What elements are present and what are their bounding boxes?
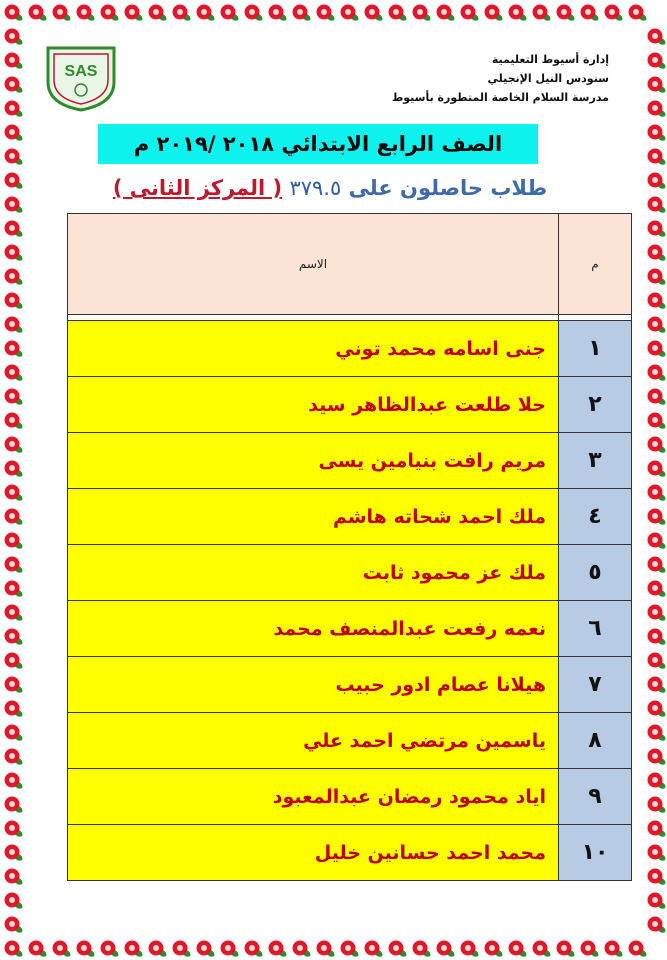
school-logo xyxy=(42,42,120,112)
flower-ornament xyxy=(5,77,24,95)
org-line-1: إدارة أسيوط التعليمية xyxy=(491,53,609,66)
flower-ornament xyxy=(648,461,667,479)
flower-ornament xyxy=(245,5,264,23)
flower-ornament xyxy=(648,845,667,863)
row-number: ٢ xyxy=(559,377,632,433)
flower-ornament xyxy=(605,5,624,23)
flower-ornament xyxy=(629,941,648,959)
row-name: جنى اسامه محمد توني xyxy=(68,321,559,377)
flower-ornament xyxy=(5,173,24,191)
flower-ornament xyxy=(5,341,24,359)
table-row xyxy=(68,769,632,825)
flower-ornament xyxy=(173,5,192,23)
flower-ornament xyxy=(5,893,24,911)
row-name: هيلانا عصام ادور حبيب xyxy=(68,657,559,713)
flower-ornament xyxy=(648,773,667,791)
flower-ornament xyxy=(648,749,667,767)
table-row xyxy=(68,377,632,433)
flower-ornament xyxy=(29,5,48,23)
flower-ornament xyxy=(5,653,24,671)
flower-ornament xyxy=(5,941,24,959)
flower-ornament xyxy=(648,149,667,167)
flower-ornament xyxy=(648,53,667,71)
flower-ornament xyxy=(648,245,667,263)
flower-ornament xyxy=(5,29,24,47)
flower-ornament xyxy=(648,77,667,95)
flower-ornament xyxy=(5,821,24,839)
flower-ornament xyxy=(53,941,72,959)
flower-ornament xyxy=(648,389,667,407)
flower-ornament xyxy=(5,581,24,599)
flower-ornament xyxy=(5,5,24,23)
row-number: ٨ xyxy=(559,713,632,769)
flower-ornament xyxy=(341,5,360,23)
flower-ornament xyxy=(5,125,24,143)
flower-ornament xyxy=(197,5,216,23)
flower-ornament xyxy=(5,749,24,767)
flower-ornament xyxy=(101,5,120,23)
flower-ornament xyxy=(648,413,667,431)
flower-ornament xyxy=(5,413,24,431)
flower-ornament xyxy=(5,317,24,335)
row-number: ١ xyxy=(559,321,632,377)
flower-ornament xyxy=(221,5,240,23)
flower-ornament xyxy=(5,365,24,383)
flower-ornament xyxy=(605,941,624,959)
flower-ornament xyxy=(221,941,240,959)
flower-ornament xyxy=(317,5,336,23)
flower-ornament xyxy=(245,941,264,959)
table-row xyxy=(68,321,632,377)
row-number: ١٠ xyxy=(559,825,632,881)
flower-ornament xyxy=(5,629,24,647)
row-name: محمد احمد حسانين خليل xyxy=(68,825,559,881)
header-name: الاسم xyxy=(68,214,559,315)
page-title: الصف الرابع الابتدائي ٢٠١٨ /٢٠١٩ م xyxy=(98,124,538,164)
page-subtitle xyxy=(80,168,580,208)
flower-ornament xyxy=(5,149,24,167)
flower-ornament xyxy=(648,437,667,455)
flower-ornament xyxy=(341,941,360,959)
flower-ornament xyxy=(509,5,528,23)
flower-ornament xyxy=(648,365,667,383)
subtitle-prefix: طلاب حاصلون على xyxy=(348,176,548,200)
flower-ornament xyxy=(648,293,667,311)
flower-ornament xyxy=(5,245,24,263)
flower-ornament xyxy=(389,5,408,23)
flower-ornament xyxy=(197,941,216,959)
flower-ornament xyxy=(149,5,168,23)
flower-ornament xyxy=(29,941,48,959)
flower-ornament xyxy=(5,701,24,719)
flower-ornament xyxy=(5,557,24,575)
flower-ornament xyxy=(509,941,528,959)
row-name: مريم رافت بنيامين يسى xyxy=(68,433,559,489)
row-name: اياد محمود رمضان عبدالمعبود xyxy=(68,769,559,825)
flower-ornament xyxy=(5,437,24,455)
organization-header xyxy=(379,50,609,107)
row-name: ياسمين مرتضي احمد علي xyxy=(68,713,559,769)
flower-ornament xyxy=(648,605,667,623)
flower-ornament xyxy=(269,941,288,959)
flower-ornament xyxy=(5,509,24,527)
row-number: ٥ xyxy=(559,545,632,601)
row-name: حلا طلعت عبدالظاهر سيد xyxy=(68,377,559,433)
flower-ornament xyxy=(648,173,667,191)
row-name: ملك احمد شحاته هاشم xyxy=(68,489,559,545)
flower-ornament xyxy=(5,677,24,695)
flower-ornament xyxy=(648,677,667,695)
flower-ornament xyxy=(149,941,168,959)
flower-ornament xyxy=(5,461,24,479)
logo-text: SAS xyxy=(64,63,98,80)
flower-ornament xyxy=(629,5,648,23)
flower-ornament xyxy=(413,941,432,959)
flower-ornament xyxy=(581,941,600,959)
flower-ornament xyxy=(53,5,72,23)
flower-ornament xyxy=(173,941,192,959)
flower-ornament xyxy=(5,917,24,935)
row-number: ٩ xyxy=(559,769,632,825)
flower-ornament xyxy=(293,941,312,959)
flower-ornament xyxy=(557,941,576,959)
flower-ornament xyxy=(77,5,96,23)
flower-ornament xyxy=(648,485,667,503)
flower-ornament xyxy=(269,5,288,23)
flower-ornament xyxy=(648,341,667,359)
org-line-2: سنودس النيل الإنجيلي xyxy=(487,72,609,85)
flower-ornament xyxy=(648,125,667,143)
flower-ornament xyxy=(5,269,24,287)
row-number: ٧ xyxy=(559,657,632,713)
flower-ornament xyxy=(317,941,336,959)
flower-ornament xyxy=(5,869,24,887)
table-header-row xyxy=(68,214,632,315)
table-row xyxy=(68,433,632,489)
flower-ornament xyxy=(365,5,384,23)
flower-ornament xyxy=(557,5,576,23)
flower-ornament xyxy=(5,725,24,743)
flower-ornament xyxy=(648,197,667,215)
rank-label: ( المركز الثانى ) xyxy=(112,176,283,200)
flower-ornament xyxy=(461,941,480,959)
flower-ornament xyxy=(648,917,667,935)
flower-ornament xyxy=(648,869,667,887)
flower-ornament xyxy=(5,293,24,311)
score-value: ٣٧٩.٥ xyxy=(289,176,342,200)
row-number: ٣ xyxy=(559,433,632,489)
flower-ornament xyxy=(648,821,667,839)
flower-ornament xyxy=(648,893,667,911)
flower-ornament xyxy=(413,5,432,23)
students-table xyxy=(67,213,632,881)
flower-ornament xyxy=(648,221,667,239)
row-name: نعمه رفعت عبدالمنصف محمد xyxy=(68,601,559,657)
flower-ornament xyxy=(5,845,24,863)
flower-ornament xyxy=(648,725,667,743)
flower-ornament xyxy=(5,533,24,551)
flower-ornament xyxy=(5,773,24,791)
flower-ornament xyxy=(5,605,24,623)
table-row xyxy=(68,545,632,601)
flower-ornament xyxy=(5,197,24,215)
flower-ornament xyxy=(5,485,24,503)
flower-ornament xyxy=(648,797,667,815)
flower-ornament xyxy=(648,533,667,551)
row-number: ٤ xyxy=(559,489,632,545)
flower-ornament xyxy=(485,941,504,959)
row-name: ملك عز محمود ثابت xyxy=(68,545,559,601)
flower-ornament xyxy=(5,53,24,71)
flower-ornament xyxy=(389,941,408,959)
flower-ornament xyxy=(648,269,667,287)
table-row xyxy=(68,489,632,545)
flower-ornament xyxy=(77,941,96,959)
table-row xyxy=(68,825,632,881)
flower-ornament xyxy=(5,797,24,815)
flower-ornament xyxy=(533,5,552,23)
flower-ornament xyxy=(101,941,120,959)
flower-ornament xyxy=(125,5,144,23)
row-number: ٦ xyxy=(559,601,632,657)
flower-ornament xyxy=(648,581,667,599)
flower-ornament xyxy=(5,221,24,239)
table-row xyxy=(68,713,632,769)
table-row xyxy=(68,601,632,657)
flower-ornament xyxy=(648,653,667,671)
flower-ornament xyxy=(533,941,552,959)
flower-ornament xyxy=(125,941,144,959)
flower-ornament xyxy=(5,389,24,407)
flower-ornament xyxy=(581,5,600,23)
flower-ornament xyxy=(293,5,312,23)
flower-ornament xyxy=(648,557,667,575)
flower-ornament xyxy=(648,701,667,719)
flower-ornament xyxy=(365,941,384,959)
flower-ornament xyxy=(648,317,667,335)
flower-ornament xyxy=(5,101,24,119)
flower-ornament xyxy=(461,5,480,23)
org-line-3: مدرسة السلام الخاصة المتطورة بأسيوط xyxy=(391,91,609,104)
flower-ornament xyxy=(648,29,667,47)
header-number: م xyxy=(559,214,632,315)
flower-ornament xyxy=(437,5,456,23)
flower-ornament xyxy=(648,509,667,527)
flower-ornament xyxy=(648,629,667,647)
flower-ornament xyxy=(437,941,456,959)
table-row xyxy=(68,657,632,713)
flower-ornament xyxy=(485,5,504,23)
flower-ornament xyxy=(648,101,667,119)
